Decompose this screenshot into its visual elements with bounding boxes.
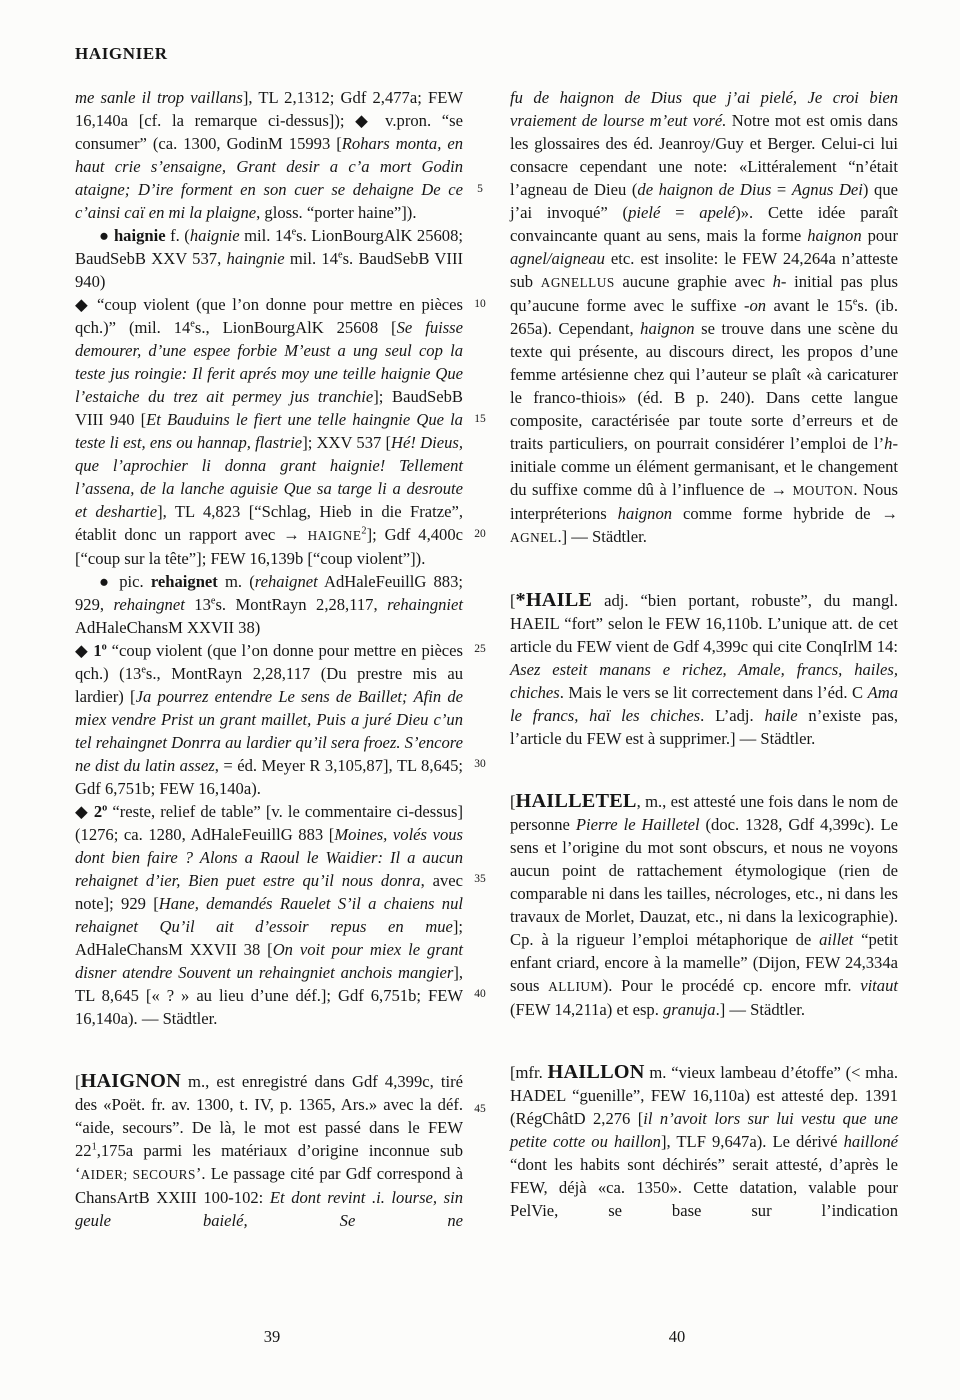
gutter-line-number: 5 [477, 183, 483, 195]
haillon-entry: [mfr. HAILLON m. “vieux lambeau d’étoffe” (< mha. HADEL “guenille”, FEW 16,110a) est attesté dep. 1391 (RégChâtD 2,276 [il n’avoit lors sur lui vestu que une petite cotte ou haillon], TLF 9,647a). Le dérivé hailloné “dont les habits sont déchirés” serait attesté, d’après le FEW, déjà «ca. 1350». Cette datation, valable pour PelVie, se base sur l’indication [510, 1061, 898, 1220]
gutter-line-number: 30 [474, 758, 486, 770]
running-head: HAIGNIER [75, 44, 168, 63]
gutter-line-number: 15 [474, 413, 486, 425]
haignon-continuation: fu de haignon de Dius que j’ai pielé, Je croi bien vraiement de lourse m’eut voré. Notre mot est omis dans les glossaires des éd. Jeanroy/Guy et Berger. Celui-ci lui consacre cependant une note: «Littéralement “n’était l’agneau de Dieu (de haignon de Dius = Agnus Dei) que j’ai invoqué” (pielé = apelé)». Cette idée paraît convaincante quant au sens, mais la forme haignon pour agnel/aigneau etc. est insolite: le FEW 24,264a n’atteste sub AGNELLUS aucune graphie avec h- initial pas plus qu’aucune forme avec le suffixe -on avant le 15es. (ib. 265a). Cependant, haignon se trouve dans une scène du texte qui présente, au discours direct, les propos d’une femme artésienne chez qui l’auteur se plaît «à caricaturer le franco-thiois» (éd. B p. 240). Dans cette langue composite, caractérisée par toute sorte d’erreurs et de traits particuliers, on pourrait considérer l’emploi de l’h- initiale comme un élément germanisant, et le changement du suffixe comme dû à l’influence de → MOUTON. Nous interpréterions haignon comme forme hybride de → AGNEL.] — Städtler. [510, 88, 899, 546]
rehaignet-entry: ● pic. rehaignet m. (rehaignet AdHaleFeuillG 883; 929, rehaingnet 13es. MontRayn 2,28,117, rehaingniet AdHaleChansM XXVII 38) [75, 572, 464, 637]
haignie-sense: ◆ “coup violent (que l’on donne pour mettre en pièces qch.)” (mil. 14es., LionBourgAlK 25608 [Se fuisse demourer, d’une espee forbie M’eust a ung seul cop la teste jus roingie: Il ferit aprés moy une teille haignie Que l’estaiche du trez ait permey jus tranchie]; BaudSebB VIII 940 [Et Bauduins le fiert une telle haingnie Que la teste li est, ens ou hannap, flastrie]; XXV 537 [Hé! Dieus, que l’aprochier li donna grant haignie! Tellement l’assena, de la lanche aguisie Que sa targe li a desroute et deshartie], TL 4,823 [“Schlag, Hieb in die Fratze”, établit donc un rapport avec → $HAIGNE^2$]; Gdf 4,400c [“coup sur la tête”]; FEW 16,139b [“coup violent”]). [75, 295, 464, 568]
gutter-line-number: 20 [474, 528, 486, 540]
hailletel-entry: [HAILLETEL, m., est attesté une fois dans le nom de personne Pierre le Hailletel (doc. 1328, Gdf 4,399c). Le sens et l’origine du mot sont obscurs, et nous ne voyons aucun point de rattachement étymologique (rien de comparable ni dans les tailles, nécrologes, etc., ni dans les travaux de Morlet, Dauzat, etc., ni dans la lexicographie). Cp. à la rigueur l’emploi métaphorique de aillet “petit enfant criard, encore à la mamelle” (Dijon, FEW 24,334a sous ALLIUM). Pour le procédé cp. encore mfr. vitaut (FEW 14,211a) et esp. granuja.] — Städtler. [510, 790, 898, 1019]
gutter-line-number: 45 [474, 1103, 486, 1115]
page-number-left: 39 [263, 1327, 281, 1346]
gutter-line-number: 35 [474, 873, 486, 885]
haignier-continuation: me sanle il trop vaillans], TL 2,1312; Gdf 2,477a; FEW 16,140a [cf. la remarque ci-dessus]); ◆ v.pron. “se consumer” (ca. 1300, GodinM 15993 [Rohars monta, en haut crie s’ensaigne, Grant desir a c’a mort Godin ataigne; D’ire forment en son cuer se dehaigne De ce c’ainsi caï en mi la plaigne, gloss. “porter haine”]). [75, 88, 464, 222]
haile-entry: [*HAILE adj. “bien portant, robuste”, du mangl. HAEIL “fort” selon le FEW 16,110b. L’unique att. de cet article du FEW vient de Gdf 4,399c qui cite ConqIrlM 14: Asez esteit manans e richez, Amale, francs, hailes, chiches. Mais le vers se lit correctement dans l’éd. C Ama le francs, haï les chiches. L’adj. haile n’existe pas, l’article du FEW est à supprimer.] — Städtler. [510, 589, 898, 748]
haignon-entry: [HAIGNON m., est enregistré dans Gdf 4,399c, tiré des «Poët. fr. av. 1300, t. IV, p. 1365, Ars.» avec la déf. “aide, secours”. De là, le mot est passé dans le FEW $22^1,175a$ parmi les matériaux d’origine inconnue sub ‘AIDER; SECOURS’. Le passage cité par Gdf correspond à ChansArtB XXIII 100-102: Et dont revint .i. lourse, sin geule baielé, Se ne [75, 1070, 463, 1230]
column-right [510, 86, 898, 1222]
column-left [75, 86, 463, 1232]
gutter-line-number: 25 [474, 643, 486, 655]
haignie-entry: ● haignie f. (haignie mil. 14es. LionBourgAlK 25608; BaudSebB XXV 537, haingnie mil. 14es. BaudSebB VIII 940) [75, 226, 464, 291]
gutter-line-number: 10 [474, 298, 486, 310]
page-number-right: 40 [668, 1327, 686, 1346]
gutter-line-number: 40 [474, 988, 486, 1000]
rehaignet-sense-1: ◆ 1$^o$ “coup violent (que l’on donne pour mettre en pièces qch.) (13es., MontRayn 2,28,117 (Du prestre mis au lardier) [Ja pourrez entendre Le sens de Baillet; Afin de miex vendre Prist un grant maillet, Puis a juré Dieu c’un tel rehaingnet Donrra au lardier qu’il sera froez. S’encore ne dist du latin assez, = éd. Meyer R 3,105,87], TL 8,645; Gdf 6,751b; FEW 16,140a). [75, 641, 464, 798]
rehaignet-sense-2: ◆ 2$^o$ “reste, relief de table” [v. le commentaire ci-dessus] (1276; ca. 1280, AdHaleFeuillG 883 [Moines, volés vous dont bien faire ? Alons a Raoul le Waidier: Il a aucun rehaignet d’ier, Bien puet estre qu’il nous donra, avec note]; 929 [Hane, demandés Rauelet S’il a chaiens nul rehaignet Qu’il ait d’essoir repus en mue]; AdHaleChansM XXVII 38 [On voit pour miex le grant disner atendre Souvent un rehaingniet anchois mangier], TL 8,645 [« ? » au lieu d’une déf.]; Gdf 6,751b; FEW 16,140a). — Städtler. [75, 802, 464, 1028]
